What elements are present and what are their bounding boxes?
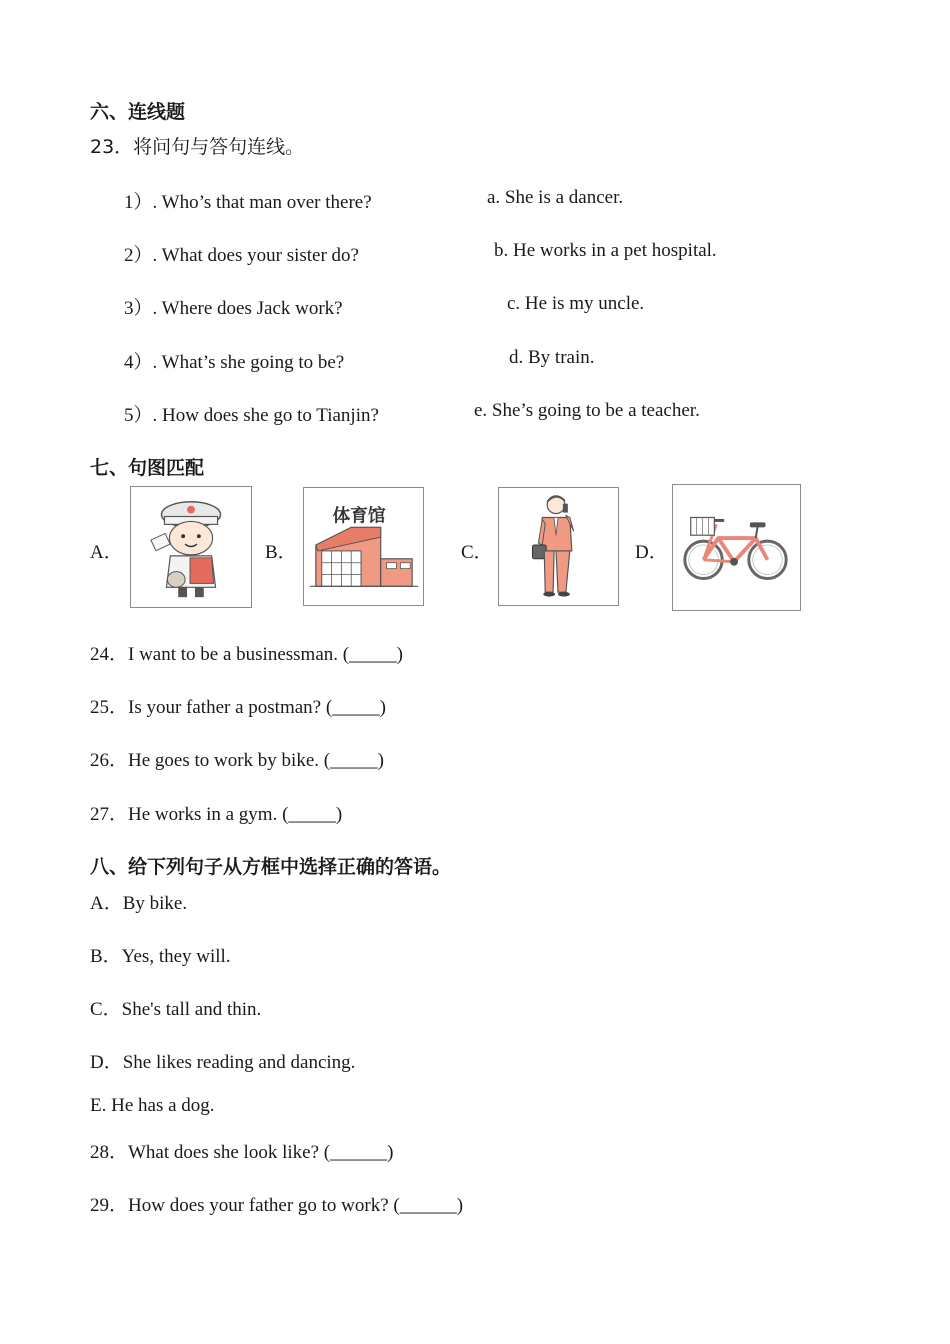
match-question-1: 1）. Who’s that man over there? xyxy=(124,192,372,213)
match-question-5: 5）. How does she go to Tianjin? xyxy=(124,405,379,426)
picture-label-a: A． xyxy=(90,542,123,563)
match-answer-a: a. She is a dancer. xyxy=(487,187,624,208)
option-b: B．Yes, they will. xyxy=(90,946,231,967)
question-23-prompt: 23．将问句与答句连线。 xyxy=(90,136,305,158)
option-a: A．By bike. xyxy=(90,893,188,914)
match-question-3: 3）. Where does Jack work? xyxy=(124,298,343,319)
picture-label-c: C． xyxy=(461,542,493,563)
match-question-4: 4）. What’s she going to be? xyxy=(124,352,345,373)
gym-sign-text: 体育馆 xyxy=(332,506,386,527)
question-28: 28．What does she look like? (______) xyxy=(90,1142,394,1163)
question-26: 26．He goes to work by bike. (_____) xyxy=(90,750,384,771)
match-answer-c: c. He is my uncle. xyxy=(507,293,645,314)
option-d: D．She likes reading and dancing. xyxy=(90,1052,356,1073)
postman-icon xyxy=(130,486,252,608)
match-answer-e: e. She’s going to be a teacher. xyxy=(474,400,700,421)
match-answer-d: d. By train. xyxy=(509,347,595,368)
question-27: 27．He works in a gym. (_____) xyxy=(90,804,343,825)
picture-label-b: B． xyxy=(265,542,297,563)
match-question-2: 2）. What does your sister do? xyxy=(124,245,359,266)
option-e: E. He has a dog. xyxy=(90,1095,215,1116)
section-6-heading: 六、连线题 xyxy=(90,101,186,123)
bicycle-icon xyxy=(672,484,801,611)
question-24: 24．I want to be a businessman. (_____) xyxy=(90,644,403,665)
picture-label-d: D． xyxy=(635,542,668,563)
option-c: C．She's tall and thin. xyxy=(90,999,262,1020)
section-7-heading: 七、句图匹配 xyxy=(90,457,205,479)
gym-building-icon xyxy=(303,487,424,606)
question-25: 25．Is your father a postman? (_____) xyxy=(90,697,387,718)
match-answer-b: b. He works in a pet hospital. xyxy=(494,240,717,261)
section-8-heading: 八、给下列句子从方框中选择正确的答语。 xyxy=(90,856,452,878)
businessman-icon xyxy=(498,487,619,606)
question-29: 29．How does your father go to work? (______) xyxy=(90,1195,464,1216)
